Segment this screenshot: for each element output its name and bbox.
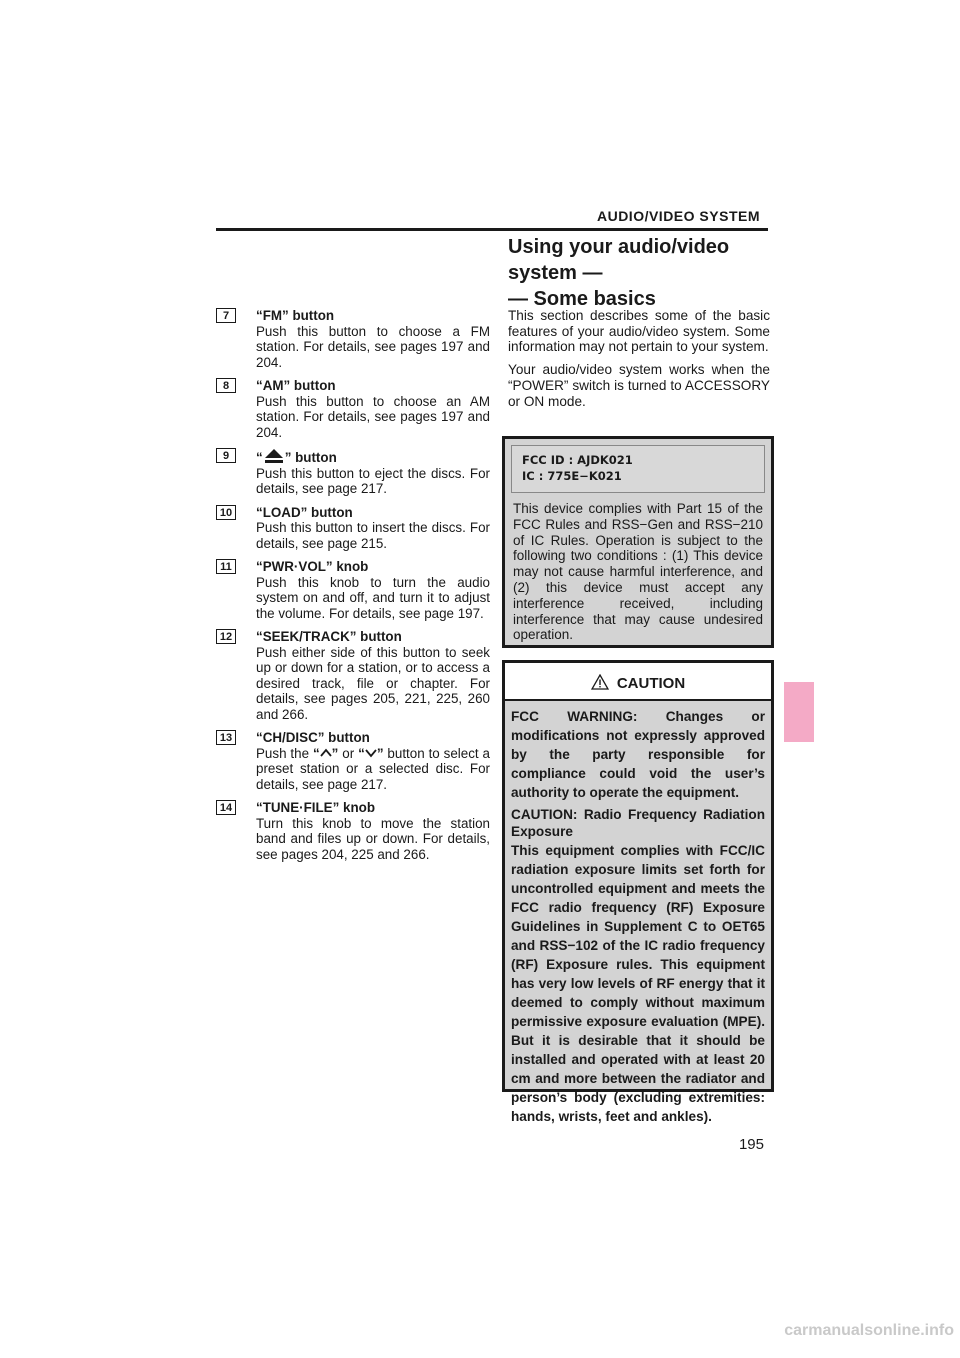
list-item bbox=[216, 448, 490, 497]
section-heading-line-3: — Some basics bbox=[508, 288, 656, 310]
item-number: 9 bbox=[216, 448, 236, 463]
item-name-prefix: “ bbox=[256, 450, 263, 465]
caution-body bbox=[505, 701, 771, 1124]
list-item bbox=[216, 629, 490, 722]
caution-rf-title: CAUTION: Radio Frequency Radiation Exposure bbox=[511, 807, 765, 839]
item-name: “FM” button bbox=[256, 308, 335, 323]
warning-icon bbox=[591, 674, 609, 690]
intro-paragraph: This section describes some of the basic features of your audio/video system. Some information may not pertain to your system. bbox=[508, 308, 770, 355]
item-description: Push this button to choose a FM station. For details, see pages 197 and 204. bbox=[256, 323, 490, 370]
item-name-suffix: ” button bbox=[284, 450, 337, 465]
item-number: 8 bbox=[216, 378, 236, 393]
chapter-side-tab bbox=[784, 682, 814, 742]
down-chevron-icon bbox=[365, 748, 377, 758]
eject-icon bbox=[263, 448, 285, 464]
item-description: Push this button to choose an AM station. For details, see pages 197 and 204. bbox=[256, 393, 490, 440]
item-name: “PWR·VOL” knob bbox=[256, 559, 369, 574]
item-number: 12 bbox=[216, 629, 236, 644]
caution-heading: CAUTION bbox=[616, 675, 686, 692]
caution-header bbox=[505, 663, 771, 701]
item-name bbox=[256, 448, 490, 466]
caution-rf-body: This equipment complies with FCC/IC radiation exposure limits set forth for uncontrolled equipment and meets the FCC radio frequency (RF) Exposure Guidelines in Supplement C to OET65 and RSS−102 of the IC radio frequency (RF) Exposure rules. This equipment has very low levels of RF energy that it deemed to comply without maximum permissive exposure evaluation (MPE). But it is desirable that it should be installed and operated with at least 20 cm and more between the radiator and person’s body (excluding extremities: hands, wrists, feet and ankles). bbox=[511, 842, 765, 1124]
fcc-info-box bbox=[502, 436, 774, 648]
item-name: “AM” button bbox=[256, 378, 336, 393]
quote-close: ” bbox=[376, 745, 384, 761]
or-text: or bbox=[338, 745, 359, 761]
caution-box bbox=[502, 660, 774, 1124]
item-number: 10 bbox=[216, 505, 236, 520]
item-description: Push this button to eject the discs. For details, see page 217. bbox=[256, 465, 490, 496]
up-chevron-icon bbox=[320, 748, 332, 758]
item-name: “SEEK/TRACK” button bbox=[256, 629, 402, 644]
item-name: “TUNE·FILE” knob bbox=[256, 800, 376, 815]
fcc-notice: This device complies with Part 15 of the FCC Rules and RSS−Gen and RSS−210 of IC Rules. Operation is subject to the following two conditions : (1) This device may not cause harmful interference, and (2) this device must accept any interference received, including interference that may cause undesired operation. bbox=[513, 501, 763, 643]
item-name: “CH/DISC” button bbox=[256, 730, 370, 745]
item-description bbox=[256, 746, 490, 793]
list-item bbox=[216, 559, 490, 621]
header-title: AUDIO/VIDEO SYSTEM bbox=[596, 208, 760, 224]
section-heading-line-1: Using your audio/video bbox=[508, 236, 730, 258]
watermark: carmanualsonline.info bbox=[784, 1322, 954, 1339]
quote-open: “ bbox=[312, 745, 320, 761]
item-number: 13 bbox=[216, 730, 236, 745]
item-number: 7 bbox=[216, 308, 236, 323]
ic-id: IC : 775E−K021 bbox=[522, 469, 622, 483]
fcc-id-box bbox=[511, 445, 765, 493]
list-item bbox=[216, 378, 490, 440]
list-item bbox=[216, 308, 490, 370]
intro-text bbox=[508, 308, 770, 416]
item-name: “LOAD” button bbox=[256, 504, 353, 520]
item-description: Push this button to insert the discs. For details, see page 215. bbox=[256, 520, 490, 551]
button-list bbox=[216, 308, 490, 870]
item-description: Turn this knob to move the station band and files up or down. For details, see pages 204, 225 and 266. bbox=[256, 815, 490, 862]
item-description: Push either side of this button to seek up or down for a station, or to access a desired track, file or chapter. For details, see pages 205, 221, 225, 260 and 266. bbox=[256, 644, 490, 722]
desc-post: button to select a preset station or a selected disc. For details, see page 217. bbox=[256, 745, 490, 792]
section-heading bbox=[508, 234, 770, 312]
list-item bbox=[216, 730, 490, 792]
item-number: 11 bbox=[216, 559, 236, 574]
header-rule bbox=[216, 228, 768, 231]
quote-close: ” bbox=[331, 745, 339, 761]
section-heading-line-2: system — bbox=[508, 262, 603, 284]
quote-open: “ bbox=[358, 745, 365, 761]
caution-fcc-warning: FCC WARNING: Changes or modifications not expressly approved by the party responsible for compliance could void the user’s authority to operate the equipment. bbox=[511, 709, 765, 800]
intro-paragraph: Your audio/video system works when the “POWER” switch is turned to ACCESSORY or ON mode. bbox=[508, 362, 770, 409]
list-item bbox=[216, 505, 490, 552]
page-number: 195 bbox=[738, 1136, 764, 1153]
fcc-id: FCC ID : AJDK021 bbox=[522, 453, 633, 467]
item-description: Push this knob to turn the audio system on and off, and turn it to adjust the volume. For details, see page 197. bbox=[256, 574, 490, 621]
desc-pre: Push the bbox=[256, 745, 313, 761]
list-item bbox=[216, 800, 490, 862]
item-number: 14 bbox=[216, 800, 236, 815]
